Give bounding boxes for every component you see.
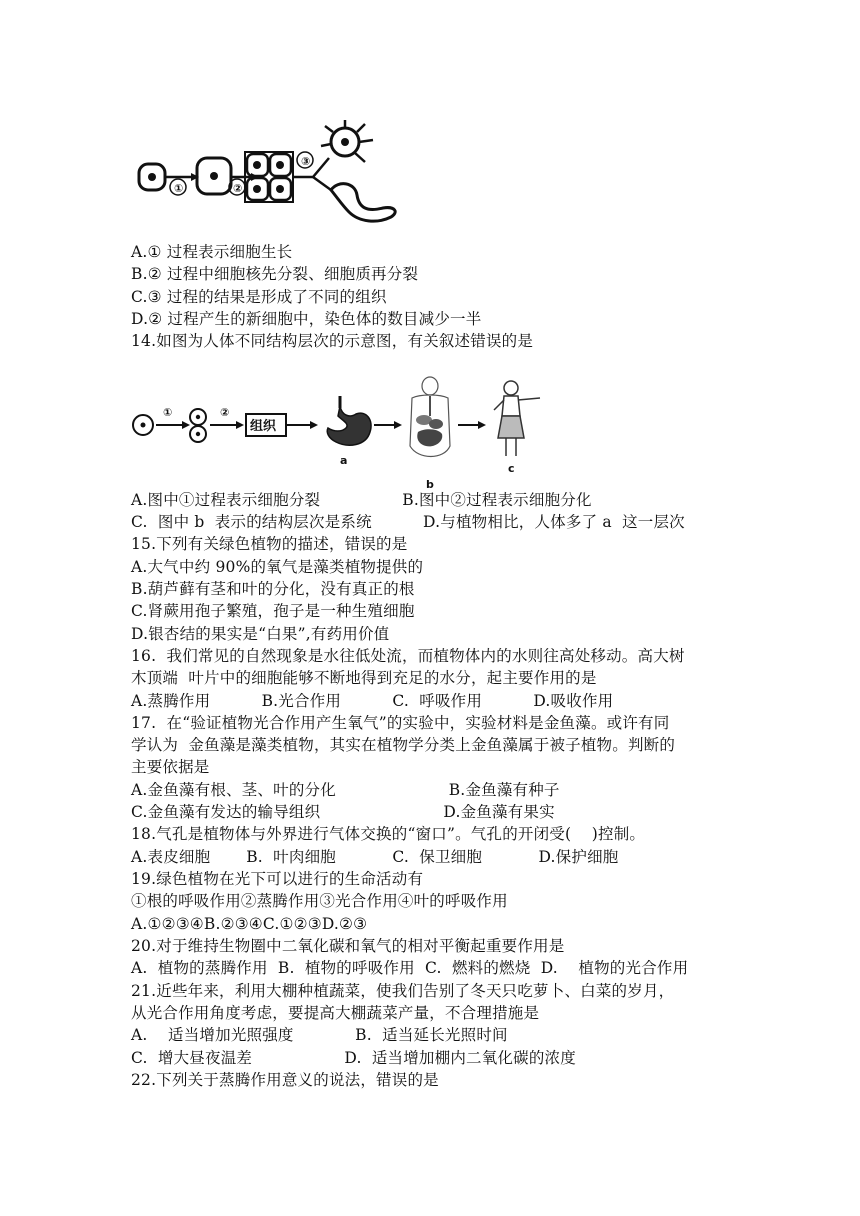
q16-stem-line1: 16. 我们常见的自然现象是水往低处流，而植物体内的水则往高处移动。高大树 xyxy=(131,647,685,665)
tissue-box-label: 组织 xyxy=(250,419,277,434)
q20-stem: 20.对于维持生物圈中二氧化碳和氧气的相对平衡起重要作用是 xyxy=(131,937,565,955)
q18-stem: 18.气孔是植物体与外界进行气体交换的“窗口”。气孔的开闭受( )控制。 xyxy=(131,825,646,843)
q18-options: A.表皮细胞 B. 叶肉细胞 C. 保卫细胞 D.保护细胞 xyxy=(131,848,619,866)
elongated-cell xyxy=(331,184,395,221)
step-label-3: ③ xyxy=(301,155,311,168)
q20-options: A. 植物的蒸腾作用 B. 植物的呼吸作用 C. 燃料的燃烧 D. 植物的光合作用 xyxy=(131,959,689,977)
q19-stem: 19.绿色植物在光下可以进行的生命活动有 xyxy=(131,870,424,888)
q14-figure xyxy=(128,376,548,490)
q15-option-d: D.银杏结的果实是“白果”,有药用价值 xyxy=(131,625,390,643)
q21-stem-line2: 从光合作用角度考虑，要提高大棚蔬菜产量，不合理措施是 xyxy=(131,1004,540,1022)
q13-option-c: C.③ 过程的结果是形成了不同的组织 xyxy=(131,288,387,306)
q15-option-b: B.葫芦藓有茎和叶的分化，没有真正的根 xyxy=(131,580,415,598)
letter-b: b xyxy=(426,478,434,490)
cell-cluster xyxy=(245,152,293,202)
q17-stem-line3: 主要依据是 xyxy=(131,758,210,776)
q13-option-b: B.② 过程中细胞核先分裂、细胞质再分裂 xyxy=(131,265,419,283)
q17-stem-line1: 17. 在“验证植物光合作用产生氧气”的实验中，实验材料是金鱼藻。或许有同 xyxy=(131,714,670,732)
q16-options: A.蒸腾作用 B.光合作用 C. 呼吸作用 D.吸收作用 xyxy=(131,692,614,710)
q14-stem: 14.如图为人体不同结构层次的示意图，有关叙述错误的是 xyxy=(131,332,534,350)
q14-options-row2: C. 图中 b 表示的结构层次是系统 D.与植物相比，人体多了 a 这一层次 xyxy=(131,513,685,531)
step-label-1: ① xyxy=(174,182,184,195)
q22-stem: 22.下列关于蒸腾作用意义的说法，错误的是 xyxy=(131,1071,439,1089)
q13-option-d: D.② 过程产生的新细胞中，染色体的数目减少一半 xyxy=(131,310,482,328)
letter-c: c xyxy=(508,462,515,475)
q15-option-a: A.大气中约 90%的氧气是藻类植物提供的 xyxy=(131,558,424,576)
letter-a: a xyxy=(340,454,348,467)
stomach-organ xyxy=(327,406,371,445)
q14-step-label-1: ① xyxy=(163,406,173,419)
q15-option-c: C.肾蕨用孢子繁殖，孢子是一种生殖细胞 xyxy=(131,602,415,620)
step-label-2: ② xyxy=(233,182,243,195)
q13-option-a: A.① 过程表示细胞生长 xyxy=(131,243,293,261)
q14-step-label-2: ② xyxy=(220,406,230,419)
q19-options: A.①②③④B.②③④C.①②③D.②③ xyxy=(131,915,368,933)
q21-options-row2: C. 增大昼夜温差 D. 适当增加棚内二氧化碳的浓度 xyxy=(131,1049,576,1067)
q16-stem-line2: 木顶端 叶片中的细胞能够不断地得到充足的水分，起主要作用的是 xyxy=(131,669,597,687)
q19-items: ①根的呼吸作用②蒸腾作用③光合作用④叶的呼吸作用 xyxy=(131,892,508,910)
q17-stem-line2: 学认为 金鱼藻是藻类植物，其实在植物学分类上金鱼藻属于被子植物。判断的 xyxy=(131,736,676,754)
q14-options-row1: A.图中①过程表示细胞分裂 B.图中②过程表示细胞分化 xyxy=(131,491,592,509)
q17-options-row1: A.金鱼藻有根、茎、叶的分化 B.金鱼藻有种子 xyxy=(131,781,560,799)
q21-options-row1: A. 适当增加光照强度 B. 适当延长光照时间 xyxy=(131,1026,508,1044)
digestive-system xyxy=(410,377,450,457)
human-figure xyxy=(494,381,540,456)
q17-options-row2: C.金鱼藻有发达的输导组织 D.金鱼藻有果实 xyxy=(131,803,555,821)
q21-stem-line1: 21.近些年来，利用大棚种植蔬菜，使我们告别了冬天只吃萝卜、白菜的岁月， xyxy=(131,982,675,1000)
q15-stem: 15.下列有关绿色植物的描述，错误的是 xyxy=(131,535,408,553)
q13-figure xyxy=(133,120,423,235)
nerve-cell xyxy=(321,120,373,162)
